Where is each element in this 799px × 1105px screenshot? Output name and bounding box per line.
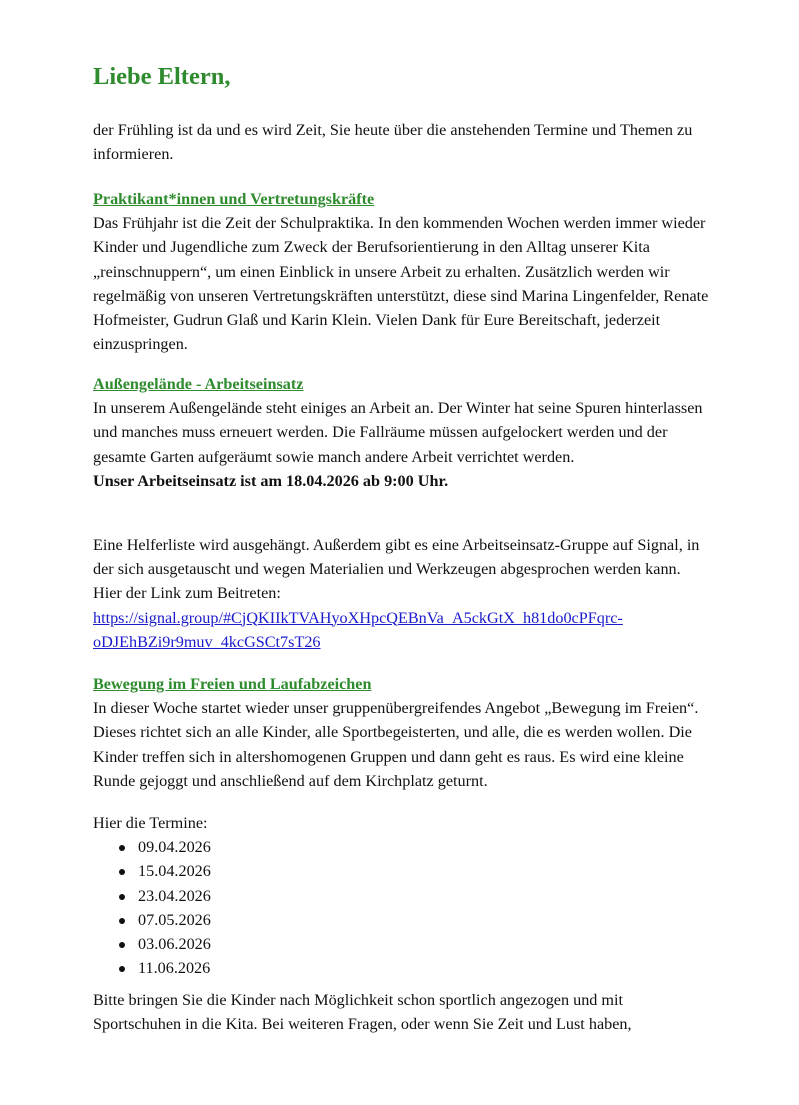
section-heading-aussengelaende: Außengelände - Arbeitseinsatz [93, 375, 304, 393]
date-value: 03.06.2026 [138, 934, 211, 953]
helper-list-paragraph: Eine Helferliste wird ausgehängt. Außerdem gibt es eine Arbeitseinsatz-Gruppe auf Signal, in der sich ausgetauscht und wegen Materialien und Werkzeugen abgesprochen werden kann. Hier der Link zum Beitreten: [93, 536, 700, 603]
helper-list-block [93, 533, 713, 654]
date-item [93, 884, 713, 908]
section-bewegung [93, 672, 713, 793]
signal-group-link[interactable] [93, 606, 713, 654]
date-item [93, 956, 713, 980]
signal-link-line2[interactable]: oDJEhBZi9r9muv_4kcGSCt7sT26 [93, 632, 321, 651]
dates-block [93, 811, 713, 980]
work-date-highlight: Unser Arbeitseinsatz ist am 18.04.2026 ab 9:00 Uhr. [93, 471, 449, 490]
section-body-praktikanten: Das Frühjahr ist die Zeit der Schulpraktika. In den kommenden Wochen werden immer wieder Kinder und Jugendliche zum Zweck der Berufsorientierung in den Alltag unserer Kita „reinschnuppern“, um einen Einblick in unsere Arbeit zu erhalten. Zusätzlich werden wir regelmäßig von unseren Vertretungskräften unterstützt, diese sind Marina Lingenfelder, Renate Hofmeister, Gudrun Glaß und Karin Klein. Vielen Dank für Eure Bereitschaft, jederzeit einzuspringen. [93, 214, 709, 354]
closing-paragraph: Bitte bringen Sie die Kinder nach Möglichkeit schon sportlich angezogen und mit Sportschuhen in die Kita. Bei weiteren Fragen, oder wenn Sie Zeit und Lust haben, [93, 991, 632, 1034]
intro-paragraph: der Frühling ist da und es wird Zeit, Sie heute über die anstehenden Termine und Themen zu informieren. [93, 121, 693, 164]
date-value: 07.05.2026 [138, 910, 211, 929]
bullet-icon [119, 942, 125, 948]
section-heading-praktikanten: Praktikant*innen und Vertretungskräfte [93, 190, 375, 208]
greeting-heading: Liebe Eltern, [93, 63, 231, 90]
date-item [93, 932, 713, 956]
date-item [93, 859, 713, 883]
date-value: 23.04.2026 [138, 886, 211, 905]
section-body-bewegung: In dieser Woche startet wieder unser gruppenübergreifendes Angebot „Bewegung im Freien“. Dieses richtet sich an alle Kinder, alle Sportbegeisterten, und alle, die es werden wollen. Die Kinder treffen sich in altershomogenen Gruppen und dann geht es raus. Es wird eine kleine Runde gejoggt und anschließend auf dem Kirchplatz geturnt. [93, 699, 699, 790]
date-value: 15.04.2026 [138, 862, 211, 881]
intro-paragraph-block [93, 118, 713, 166]
date-item [93, 908, 713, 932]
dates-list [93, 835, 713, 980]
bullet-icon [119, 918, 125, 924]
bullet-icon [119, 845, 125, 851]
section-aussengelaende [93, 372, 713, 493]
dates-label: Hier die Termine: [93, 814, 208, 832]
date-value: 11.06.2026 [138, 959, 211, 978]
section-praktikanten [93, 187, 713, 356]
signal-link-line1[interactable]: https://signal.group/#CjQKIIkTVAHyoXHpcQEBnVa_A5ckGtX_h81do0cPFqrc- [93, 608, 623, 627]
date-item [93, 835, 713, 859]
bullet-icon [119, 894, 125, 900]
closing-block [93, 988, 713, 1036]
date-value: 09.04.2026 [138, 838, 211, 857]
bullet-icon [119, 869, 125, 875]
bullet-icon [119, 966, 125, 972]
section-heading-bewegung: Bewegung im Freien und Laufabzeichen [93, 675, 372, 693]
section-body-aussengelaende: In unserem Außengelände steht einiges an Arbeit an. Der Winter hat seine Spuren hinterlassen und manches muss erneuert werden. Die Fallräume müssen aufgelockert werden und der gesamte Garten aufgeräumt sowie manch andere Arbeit verrichtet werden. [93, 399, 703, 466]
